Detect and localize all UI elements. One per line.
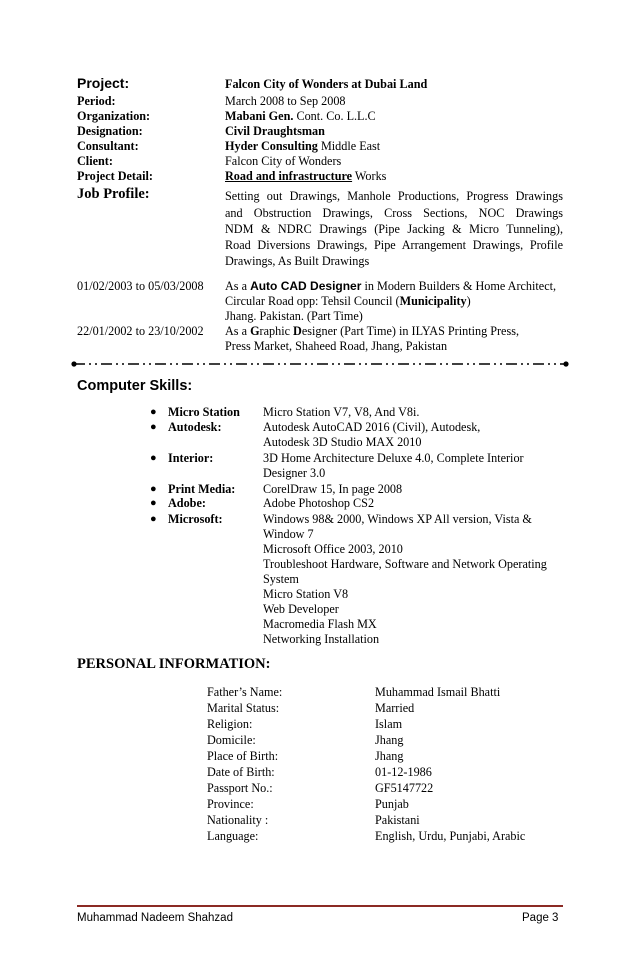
language-value: English, Urdu, Punjabi, Arabic	[375, 829, 526, 843]
computer-skills-title: Computer Skills:	[77, 378, 193, 394]
project-detail-value-bold: Road and infrastructure	[225, 169, 353, 183]
experience-2-prefix: As a	[225, 324, 251, 338]
passport-value: GF5147722	[375, 781, 434, 795]
period-label: Period:	[77, 94, 116, 108]
personal-info-title: PERSONAL INFORMATION:	[77, 656, 271, 672]
consultant-value	[225, 139, 380, 154]
experience-2-line-1	[225, 324, 519, 339]
skill-value-interior-1: 3D Home Architecture Deluxe 4.0, Complete Interior	[263, 451, 524, 465]
date-of-birth-label: Date of Birth:	[207, 765, 275, 779]
experience-1-dates: 01/02/2003 to 05/03/2008	[77, 279, 204, 293]
consultant-value-rest: Middle East	[317, 139, 381, 153]
fathers-name-label: Father’s Name:	[207, 685, 283, 699]
organization-value-bold: Mabani Gen.	[225, 109, 294, 123]
job-profile-label: Job Profile:	[77, 186, 150, 202]
job-profile-line-2: and Obstruction Drawings, Cross Sections, NOC Drawings	[225, 206, 563, 220]
project-detail-value-rest: Works	[352, 169, 387, 183]
skill-bullet-5: ●	[150, 497, 157, 509]
project-detail-label: Project Detail:	[77, 169, 153, 183]
province-label: Province:	[207, 797, 254, 811]
skill-value-interior-2: Designer 3.0	[263, 466, 326, 480]
experience-1-line-3: Jhang. Pakistan. (Part Time)	[225, 309, 363, 323]
skill-name-print-media: Print Media:	[168, 482, 236, 496]
period-value: March 2008 to Sep 2008	[225, 94, 346, 108]
client-label: Client:	[77, 154, 113, 168]
experience-2-g: G	[250, 324, 260, 338]
religion-label: Religion:	[207, 717, 253, 731]
skill-name-interior: Interior:	[168, 451, 214, 465]
experience-1-suffix: in Modern Builders & Home Architect,	[361, 279, 557, 293]
footer-author: Muhammad Nadeem Shahzad	[77, 912, 233, 924]
marital-status-value: Married	[375, 701, 415, 715]
experience-1-line-1	[225, 279, 556, 294]
experience-2-dates: 22/01/2002 to 23/10/2002	[77, 324, 204, 338]
province-value: Punjab	[375, 797, 409, 811]
experience-2-suffix: esigner (Part Time) in ILYAS Printing Press,	[301, 324, 519, 338]
skill-name-micro-station: Micro Station	[168, 405, 240, 419]
organization-value	[225, 109, 376, 124]
project-label: Project:	[77, 75, 130, 91]
designation-value: Civil Draughtsman	[225, 124, 325, 138]
organization-value-rest: Cont. Co. L.L.C	[293, 109, 376, 123]
job-profile-line-3: NDM & NDRC Drawings (Pipe Jacking & Micro Tunneling),	[225, 222, 563, 236]
skill-name-adobe: Adobe:	[168, 496, 206, 510]
skill-value-microsoft-5: System	[263, 572, 299, 586]
skill-name-microsoft: Microsoft:	[168, 512, 223, 526]
date-of-birth-value: 01-12-1986	[375, 765, 432, 779]
domicile-label: Domicile:	[207, 733, 256, 747]
experience-1-line2-bold: Municipality	[399, 294, 467, 308]
nationality-label: Nationality :	[207, 813, 269, 827]
skill-value-microsoft-3: Microsoft Office 2003, 2010	[263, 542, 403, 556]
section-divider	[70, 359, 570, 369]
religion-value: Islam	[375, 717, 403, 731]
experience-1-role: Auto CAD Designer	[250, 279, 362, 293]
skill-value-microsoft-8: Macromedia Flash MX	[263, 617, 377, 631]
passport-label: Passport No.:	[207, 781, 273, 795]
job-profile-line-4: Road Diversions Drawings, Pipe Arrangement Drawings, Profile	[225, 238, 563, 252]
experience-1-prefix: As a	[225, 279, 251, 293]
place-of-birth-value: Jhang	[375, 749, 404, 763]
footer-page-number: Page 3	[522, 912, 559, 924]
designation-label: Designation:	[77, 124, 143, 138]
skill-bullet-2: ●	[150, 421, 157, 433]
marital-status-label: Marital Status:	[207, 701, 280, 715]
skill-value-microsoft-4: Troubleshoot Hardware, Software and Network Operating	[263, 557, 547, 571]
skill-value-microsoft-2: Window 7	[263, 527, 314, 541]
project-detail-value	[225, 169, 386, 184]
skill-bullet-4: ●	[150, 483, 157, 495]
job-profile-line-1: Setting out Drawings, Manhole Productions, Progress Drawings	[225, 189, 563, 203]
skill-bullet-3: ●	[150, 452, 157, 464]
experience-2-d: D	[293, 324, 302, 338]
skill-value-microsoft-6: Micro Station V8	[263, 587, 349, 601]
experience-2-mid: raphic	[259, 324, 294, 338]
domicile-value: Jhang	[375, 733, 404, 747]
experience-1-line2-suffix: )	[466, 294, 471, 308]
skill-value-adobe: Adobe Photoshop CS2	[263, 496, 375, 510]
skill-value-microsoft-9: Networking Installation	[263, 632, 380, 646]
experience-1-line-2	[225, 294, 471, 309]
consultant-value-bold: Hyder Consulting	[225, 139, 318, 153]
skill-value-autodesk-2: Autodesk 3D Studio MAX 2010	[263, 435, 422, 449]
fathers-name-value: Muhammad Ismail Bhatti	[375, 685, 501, 699]
job-profile-line-5: Drawings, As Built Drawings	[225, 254, 370, 268]
skill-bullet-6: ●	[150, 513, 157, 525]
experience-1-line2-prefix: Circular Road opp: Tehsil Council (	[225, 294, 400, 308]
skill-value-microsoft-7: Web Developer	[263, 602, 339, 616]
place-of-birth-label: Place of Birth:	[207, 749, 279, 763]
consultant-label: Consultant:	[77, 139, 139, 153]
nationality-value: Pakistani	[375, 813, 420, 827]
client-value: Falcon City of Wonders	[225, 154, 342, 168]
skill-name-autodesk: Autodesk:	[168, 420, 222, 434]
skill-value-print-media: CorelDraw 15, In page 2008	[263, 482, 403, 496]
project-value: Falcon City of Wonders at Dubai Land	[225, 77, 428, 91]
skill-value-microsoft-1: Windows 98& 2000, Windows XP All version, Vista &	[263, 512, 532, 526]
skill-value-autodesk-1: Autodesk AutoCAD 2016 (Civil), Autodesk,	[263, 420, 481, 434]
skill-value-micro-station: Micro Station V7, V8, And V8i.	[263, 405, 420, 419]
language-label: Language:	[207, 829, 259, 843]
skill-bullet-1: ●	[150, 406, 157, 418]
experience-2-line-2: Press Market, Shaheed Road, Jhang, Pakistan	[225, 339, 448, 353]
footer-rule	[77, 905, 563, 907]
organization-label: Organization:	[77, 109, 151, 123]
